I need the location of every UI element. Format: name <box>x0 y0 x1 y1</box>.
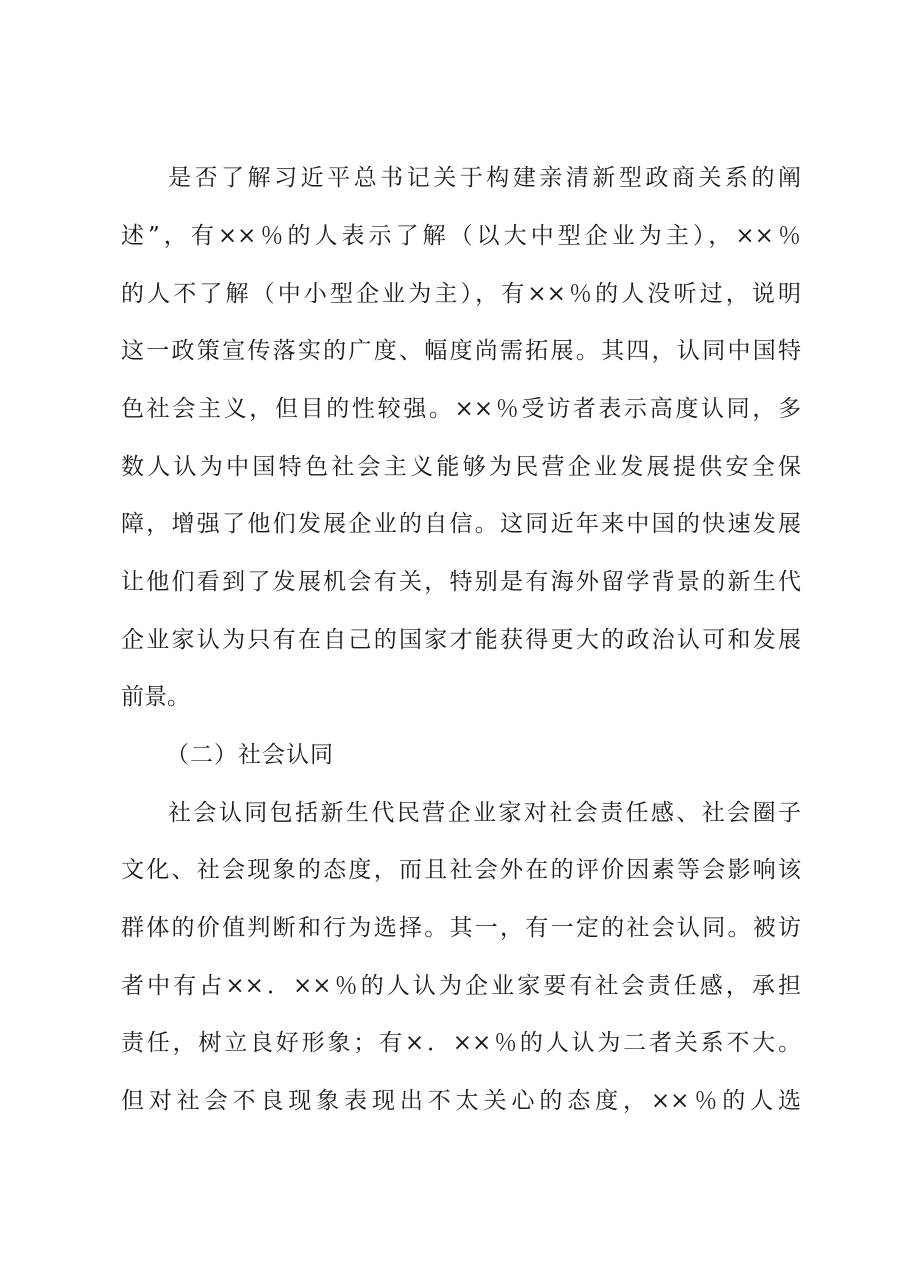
text-line: 述”，有××％的人表示了解（以大中型企业为主），××％ <box>121 223 801 249</box>
text-line: 文化、社会现象的态度，而且社会外在的评价因素等会影响该 <box>121 857 801 883</box>
text-line: 数人认为中国特色社会主义能够为民营企业发展提供安全保 <box>121 454 801 480</box>
text-line: 者中有占××．××％的人认为企业家要有社会责任感，承担 <box>121 973 801 999</box>
text-line: 障，增强了他们发展企业的自信。这同近年来中国的快速发展 <box>121 511 801 537</box>
text-line: 让他们看到了发展机会有关，特别是有海外留学背景的新生代 <box>121 569 801 595</box>
text-line: 社会认同包括新生代民营企业家对社会责任感、社会圈子 <box>168 800 801 826</box>
text-line: 前景。 <box>121 684 190 710</box>
text-line: 但对社会不良现象表现出不太关心的态度，××％的人选 <box>121 1088 801 1114</box>
text-line: 的人不了解（中小型企业为主），有××％的人没听过，说明 <box>121 281 801 307</box>
section-heading: （二）社会认同 <box>166 742 334 768</box>
text-line: 责任，树立良好形象；有×．××％的人认为二者关系不大。 <box>121 1030 801 1056</box>
text-line: 群体的价值判断和行为选择。其一，有一定的社会认同。被访 <box>121 915 801 941</box>
text-line: 企业家认为只有在自己的国家才能获得更大的政治认可和发展 <box>121 627 801 653</box>
text-line: 色社会主义，但目的性较强。××％受访者表示高度认同，多 <box>121 396 801 422</box>
text-line: 这一政策宣传落实的广度、幅度尚需拓展。其四，认同中国特 <box>121 338 801 364</box>
text-line: 是否了解习近平总书记关于构建亲清新型政商关系的阐 <box>168 165 801 191</box>
